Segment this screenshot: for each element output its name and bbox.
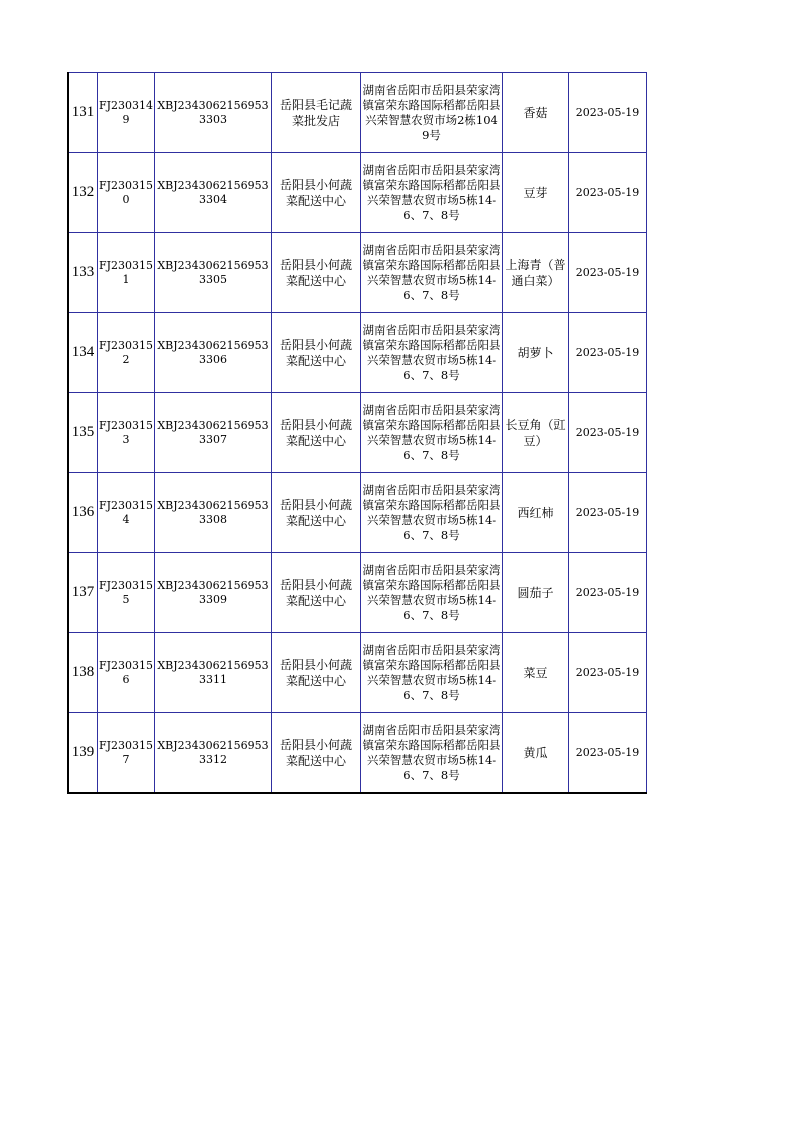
sample-number: XBJ23430621569533304 [155,153,272,233]
sampling-date: 2023-05-19 [569,313,647,393]
report-number: FJ2303154 [98,473,155,553]
company-name: 岳阳县小何蔬菜配送中心 [272,713,361,794]
food-name: 长豆角（豇豆） [503,393,569,473]
food-name: 香菇 [503,73,569,153]
sampling-date: 2023-05-19 [569,713,647,794]
table-row [68,233,647,313]
company-address: 湖南省岳阳市岳阳县荣家湾镇富荣东路国际稻都岳阳县兴荣智慧农贸市场5栋14-6、7、8号 [361,153,503,233]
report-number: FJ2303150 [98,153,155,233]
sampling-date: 2023-05-19 [569,473,647,553]
company-name: 岳阳县毛记蔬菜批发店 [272,73,361,153]
sample-number: XBJ23430621569533307 [155,393,272,473]
food-name: 豆芽 [503,153,569,233]
food-name: 圆茄子 [503,553,569,633]
table-row [68,713,647,794]
company-name: 岳阳县小何蔬菜配送中心 [272,153,361,233]
report-number: FJ2303157 [98,713,155,794]
food-name: 西红柿 [503,473,569,553]
row-index: 138 [68,633,98,713]
company-address: 湖南省岳阳市岳阳县荣家湾镇富荣东路国际稻都岳阳县兴荣智慧农贸市场5栋14-6、7、8号 [361,633,503,713]
table-row [68,633,647,713]
table-row [68,473,647,553]
sample-number: XBJ23430621569533312 [155,713,272,794]
company-address: 湖南省岳阳市岳阳县荣家湾镇富荣东路国际稻都岳阳县兴荣智慧农贸市场5栋14-6、7、8号 [361,313,503,393]
sampling-date: 2023-05-19 [569,153,647,233]
row-index: 131 [68,73,98,153]
food-name: 胡萝卜 [503,313,569,393]
report-number: FJ2303155 [98,553,155,633]
company-name: 岳阳县小何蔬菜配送中心 [272,553,361,633]
food-name: 上海青（普通白菜） [503,233,569,313]
sampling-date: 2023-05-19 [569,393,647,473]
sampling-date: 2023-05-19 [569,553,647,633]
company-address: 湖南省岳阳市岳阳县荣家湾镇富荣东路国际稻都岳阳县兴荣智慧农贸市场5栋14-6、7、8号 [361,473,503,553]
company-address: 湖南省岳阳市岳阳县荣家湾镇富荣东路国际稻都岳阳县兴荣智慧农贸市场2栋1049号 [361,73,503,153]
table-row [68,393,647,473]
company-address: 湖南省岳阳市岳阳县荣家湾镇富荣东路国际稻都岳阳县兴荣智慧农贸市场5栋14-6、7、8号 [361,553,503,633]
sample-number: XBJ23430621569533305 [155,233,272,313]
report-number: FJ2303151 [98,233,155,313]
row-index: 135 [68,393,98,473]
row-index: 139 [68,713,98,794]
company-name: 岳阳县小何蔬菜配送中心 [272,393,361,473]
company-name: 岳阳县小何蔬菜配送中心 [272,633,361,713]
row-index: 132 [68,153,98,233]
report-number: FJ2303156 [98,633,155,713]
company-address: 湖南省岳阳市岳阳县荣家湾镇富荣东路国际稻都岳阳县兴荣智慧农贸市场5栋14-6、7、8号 [361,393,503,473]
table-row [68,153,647,233]
company-address: 湖南省岳阳市岳阳县荣家湾镇富荣东路国际稻都岳阳县兴荣智慧农贸市场5栋14-6、7、8号 [361,713,503,794]
sample-number: XBJ23430621569533306 [155,313,272,393]
row-index: 133 [68,233,98,313]
report-number: FJ2303149 [98,73,155,153]
table-row [68,313,647,393]
report-number: FJ2303152 [98,313,155,393]
sampling-date: 2023-05-19 [569,633,647,713]
sampling-date: 2023-05-19 [569,73,647,153]
row-index: 134 [68,313,98,393]
sample-number: XBJ23430621569533311 [155,633,272,713]
sample-number: XBJ23430621569533309 [155,553,272,633]
table-row [68,553,647,633]
row-index: 136 [68,473,98,553]
row-index: 137 [68,553,98,633]
sample-number: XBJ23430621569533308 [155,473,272,553]
sample-number: XBJ23430621569533303 [155,73,272,153]
food-name: 菜豆 [503,633,569,713]
report-number: FJ2303153 [98,393,155,473]
company-name: 岳阳县小何蔬菜配送中心 [272,473,361,553]
inspection-results-table [67,72,647,794]
table-row [68,73,647,153]
company-address: 湖南省岳阳市岳阳县荣家湾镇富荣东路国际稻都岳阳县兴荣智慧农贸市场5栋14-6、7、8号 [361,233,503,313]
company-name: 岳阳县小何蔬菜配送中心 [272,233,361,313]
sampling-date: 2023-05-19 [569,233,647,313]
company-name: 岳阳县小何蔬菜配送中心 [272,313,361,393]
food-name: 黄瓜 [503,713,569,794]
